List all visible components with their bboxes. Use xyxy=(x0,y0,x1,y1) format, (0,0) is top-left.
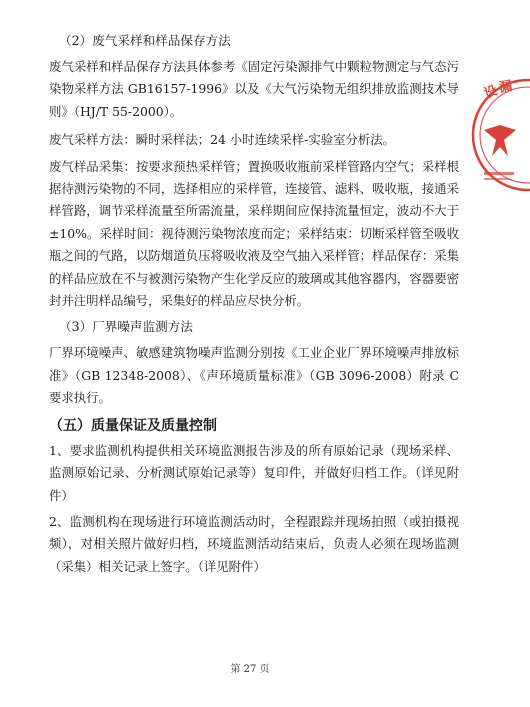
quality-item-2: 2、监测机构在现场进行环境监测活动时，全程跟踪并现场拍照（或拍摄视频），对相关照片做好归档，环境监测活动结束后，负责人必须在现场监测（采集）相关记录上签字。（详见附件） xyxy=(49,513,459,574)
exhaust-method-paragraph: 废气采样方法：瞬时采样法；24 小时连续采样-实验室分析法。 xyxy=(49,132,396,148)
exhaust-collection-paragraph: 废气样品采集：按要求预热采样管；置换吸收瓶前采样管路内空气；采样根据待测污染物的不同，选择相应的采样管，连接管、滤料、吸收瓶，接通采样管路，调节采样流量至所需流量，采样期间应保持流量恒定，波动不大于±10%。采样时间：视待测污染物浓度而定；采样结束：切断采样管至吸收瓶之间的气路，以防烟道负压将吸收液及空气抽入采样管；样品保存：采集的样品应放在不与被测污染物产生化学反应的玻璃或其他容器内，容器要密封并注明样品编号，采集好的样品应尽快分析。 xyxy=(49,158,459,309)
svg-text:漏: 漏 xyxy=(498,78,514,96)
noise-monitoring-paragraph: 厂界环境噪声、敏感建筑物噪声监测分别按《工业企业厂界环境噪声排放标准》（GB 12348-2008）、《声环境质量标准》（GB 3096-2008）附录 C 要求执行。 xyxy=(49,345,459,406)
noise-monitoring-heading: （3）厂界噪声监测方法 xyxy=(59,319,193,335)
page-number-footer: 第 27 页 xyxy=(230,664,270,675)
quality-control-heading: （五）质量保证及质量控制 xyxy=(49,417,217,434)
red-seal-stamp-icon xyxy=(470,70,530,200)
svg-text:设: 设 xyxy=(482,83,500,102)
page-content xyxy=(49,30,459,578)
exhaust-reference-paragraph: 废气采样和样品保存方法具体参考《固定污染源排气中颗粒物测定与气态污染物采样方法 GB16157-1996》以及《大气污染物无组织排放监测技术导则》（HJ/T 55-2000）。 xyxy=(49,59,459,119)
quality-item-1: 1、要求监测机构提供相关环境监测报告涉及的所有原始记录（现场采样、监测原始记录、分析测试原始记录等）复印件，并做好归档工作。（详见附件） xyxy=(49,442,459,503)
exhaust-sampling-heading: （2）废气采样和样品保存方法 xyxy=(59,33,231,48)
